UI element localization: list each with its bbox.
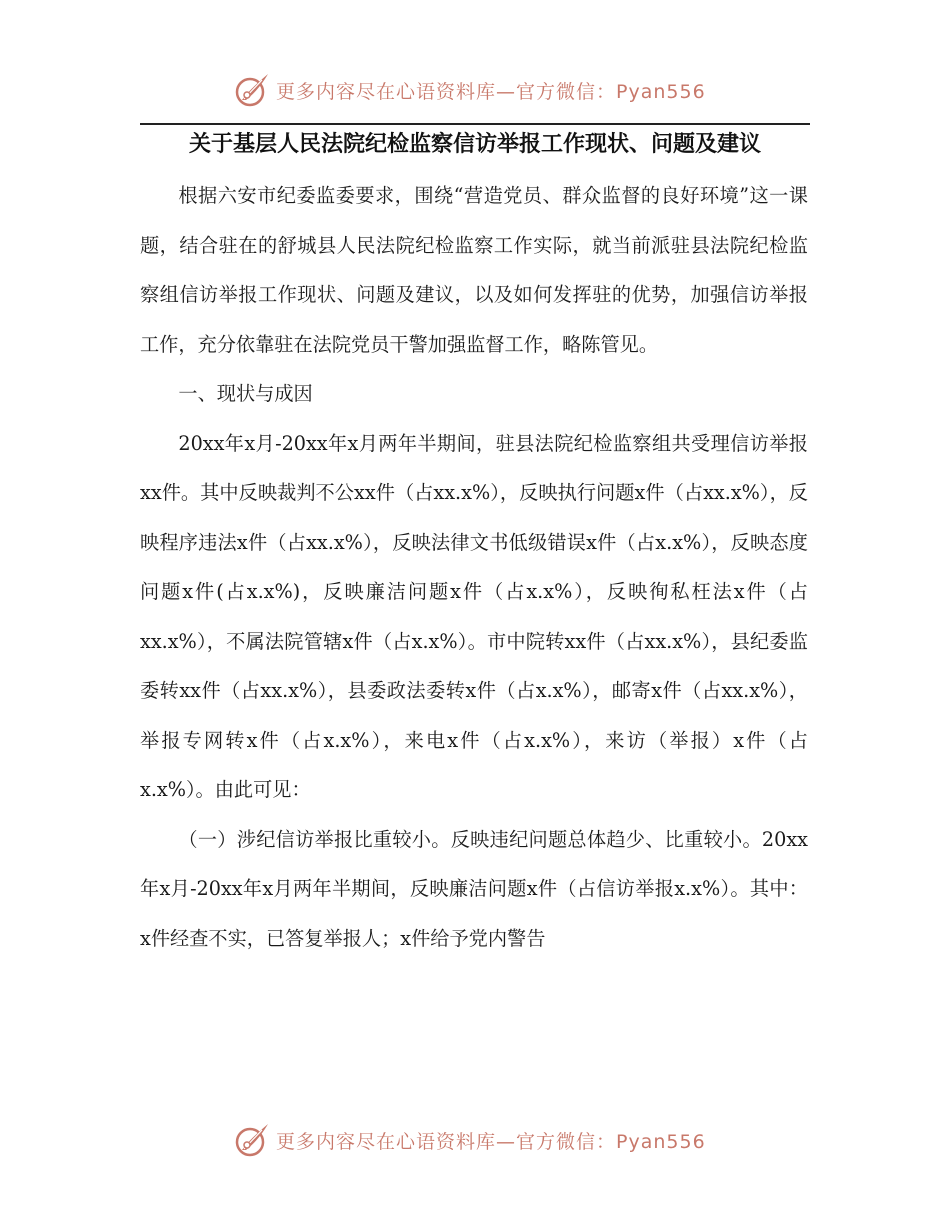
- watermark-banner-bottom: [232, 1120, 706, 1160]
- feather-seal-icon: [232, 70, 272, 110]
- watermark-text: 更多内容尽在心语资料库—官方微信：Pyan556: [276, 1130, 706, 1153]
- paragraph: 20xx年x月-20xx年x月两年半期间，驻县法院纪检监察组共受理信访举报xx件。其中反映裁判不公xx件（占xx.x%），反映执行问题x件（占xx.x%），反映程序违法x件（占xx.x%），反映法律文书低级错误x件（占x.x%），反映态度问题x件(占x.x%)，反映廉洁问题x件（占x.x%），反映徇私枉法x件（占xx.x%），不属法院管辖x件（占x.x%）。市中院转xx件（占xx.x%），县纪委监委转xx件（占xx.x%），县委政法委转x件（占x.x%），邮寄x件（占xx.x%），举报专网转x件（占x.x%），来电x件（占x.x%），来访（举报）x件（占x.x%）。由此可见：: [140, 431, 808, 801]
- page-title: 关于基层人民法院纪检监察信访举报工作现状、问题及建议: [188, 131, 761, 157]
- wechat-id: Pyan556: [616, 80, 706, 103]
- watermark-banner-top: [232, 70, 706, 110]
- feather-seal-icon: [232, 1120, 272, 1160]
- document-body: [140, 171, 808, 963]
- paragraph: 根据六安市纪委监委要求，围绕“营造党员、群众监督的良好环境”这一课题，结合驻在的舒城县人民法院纪检监察工作实际，就当前派驻县法院纪检监察组信访举报工作现状、问题及建议，以及如何发挥驻的优势，加强信访举报工作，充分依靠驻在法院党员干警加强监督工作，略陈管见。: [140, 184, 808, 356]
- watermark-text: 更多内容尽在心语资料库—官方微信：Pyan556: [276, 80, 706, 103]
- section-heading: 一、现状与成因: [178, 382, 313, 405]
- wechat-id: Pyan556: [616, 1130, 706, 1153]
- title-rule: [140, 123, 810, 125]
- paragraph: （一）涉纪信访举报比重较小。反映违纪问题总体趋少、比重较小。20xx年x月-20xx年x月两年半期间，反映廉洁问题x件（占信访举报x.x%）。其中：x件经查不实，已答复举报人；x件给予党内警告: [140, 827, 808, 950]
